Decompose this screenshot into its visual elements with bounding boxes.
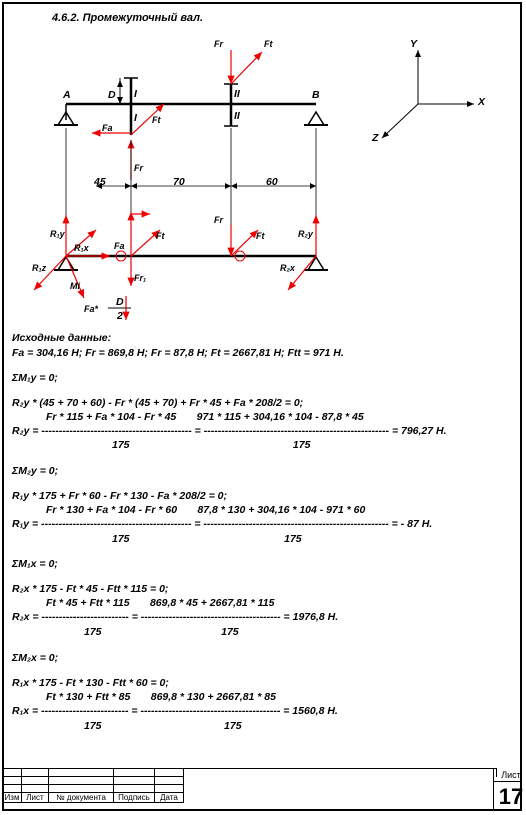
label-r1y: R₁y — [50, 229, 65, 239]
label-d-den: 2 — [117, 310, 123, 322]
axis-z: Z — [372, 132, 379, 144]
dim-45: 45 — [94, 176, 106, 188]
label-fa-d: Fa* — [84, 304, 99, 314]
col-doc: № документа — [49, 793, 114, 803]
eq1-sum: ΣM₁y = 0; — [12, 372, 58, 384]
label-a: A — [63, 89, 71, 101]
col-date: Дата — [155, 793, 184, 803]
label-fa-top: Fa — [102, 123, 113, 133]
eq4-line1: R₁x * 175 - Ft * 130 - Ftt * 60 = 0; — [12, 677, 169, 689]
eq3-den: 175 175 — [84, 626, 239, 638]
dim-60: 60 — [266, 176, 278, 188]
eq2-num: Fr * 130 + Fa * 104 - Fr * 60 87,8 * 130 + 304,16 * 104 - 971 * 60 — [46, 504, 366, 516]
given-values: Fa = 304,16 H; Fr = 869,8 H; Fr = 87,8 H; Ft = 2667,81 H; Ftt = 971 H. — [12, 347, 344, 359]
section-title: 4.6.2. Промежуточный вал. — [52, 12, 204, 24]
eq1-line1: R₂y * (45 + 70 + 60) - Fr * (45 + 70) + Fr * 45 + Fa * 208/2 = 0; — [12, 397, 304, 409]
label-r2y: R₂y — [298, 229, 313, 239]
eq4-den: 175 175 — [84, 720, 242, 732]
label-fa-low: Fa — [114, 241, 125, 251]
label-r1x: R₁x — [74, 243, 89, 253]
label-ii-bot: II — [234, 110, 240, 122]
axis-x: X — [478, 96, 486, 108]
label-b: B — [312, 89, 320, 101]
label-d: D — [108, 89, 116, 101]
eq2-sum: ΣM₂y = 0; — [12, 465, 59, 477]
label-ft-i: Ft — [152, 115, 161, 125]
label-ft-low: Ft — [156, 231, 165, 241]
eq4-num: Ft * 130 + Ftt * 85 869,8 * 130 + 2667,81 * 85 — [46, 691, 276, 703]
eq3-frac: R₂x = ------------------------- = ---------------------------------------- = 1976,8 H. — [12, 611, 339, 623]
col-izm: Изм — [3, 793, 22, 803]
label-i-top: I — [134, 88, 137, 100]
label-r2x: R₂x — [280, 263, 295, 273]
label-ii-top: II — [234, 88, 240, 100]
dim-70: 70 — [173, 176, 185, 188]
title-block — [2, 768, 522, 811]
label-frr: Fr₁ — [134, 273, 147, 283]
support-b-icon — [308, 112, 324, 125]
eq3-line1: R₂x * 175 - Ft * 45 - Ftt * 115 = 0; — [12, 583, 169, 595]
label-i-bot: I — [134, 112, 137, 124]
label-fr-top: Fr — [214, 39, 223, 49]
axis-y: Y — [410, 38, 418, 50]
eq2-line1: R₁y * 175 + Fr * 60 - Fr * 130 - Fa * 208/2 = 0; — [12, 490, 227, 502]
label-mi: Mi — [70, 281, 80, 291]
label-fr-low: Fr — [214, 215, 223, 225]
eq3-sum: ΣM₁x = 0; — [12, 558, 58, 570]
eq1-den: 175 175 — [112, 439, 311, 451]
eq4-frac: R₁x = ------------------------- = ---------------------------------------- = 1560,8 H. — [12, 705, 338, 717]
label-fr-i: Fr — [134, 163, 143, 173]
sheet-number: 17 — [498, 784, 524, 809]
label-ft-top: Ft — [264, 39, 273, 49]
sheet-label: Лист — [501, 770, 521, 780]
label-d-num: D — [116, 296, 124, 308]
label-r1z: R₁z — [32, 263, 47, 273]
eq1-frac: R₂y = ------------------------------------------- = ----------------------------------------------------- = 796,27 H. — [12, 425, 447, 437]
eq4-sum: ΣM₂x = 0; — [12, 652, 59, 664]
eq2-den: 175 175 — [112, 533, 302, 545]
eq3-num: Ft * 45 + Ftt * 115 869,8 * 45 + 2667,81 * 115 — [46, 597, 275, 609]
col-sign: Подпись — [114, 793, 155, 803]
col-list: Лист — [22, 793, 49, 803]
eq2-frac: R₁y = ------------------------------------------- = ----------------------------------------------------- = - 87 H. — [12, 518, 433, 530]
eq1-num: Fr * 115 + Fa * 104 - Fr * 45 971 * 115 + 304,16 * 104 - 87,8 * 45 — [46, 411, 364, 423]
given-heading: Исходные данные: — [12, 332, 112, 344]
label-ftt-low: Ft — [256, 231, 265, 241]
